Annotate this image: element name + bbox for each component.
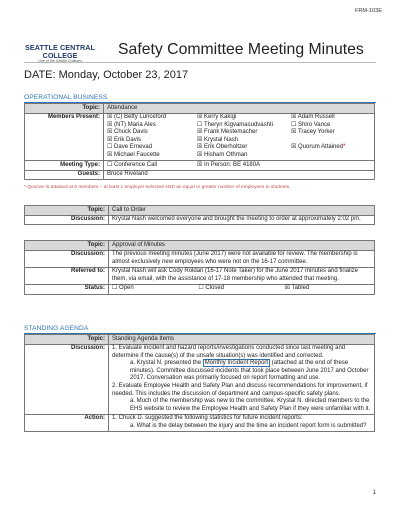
table-row bbox=[25, 161, 375, 171]
table-row bbox=[25, 206, 375, 216]
table-row bbox=[25, 344, 375, 414]
table-row bbox=[25, 250, 375, 267]
member-checkbox[interactable]: ☐ Shiro Vance bbox=[291, 121, 331, 128]
status-closed-checkbox[interactable]: ☐ Closed bbox=[198, 285, 225, 292]
status-options bbox=[109, 284, 375, 294]
member-checkbox[interactable]: ☒ Michael Faucette bbox=[107, 152, 160, 159]
item-1a-suffix: (attached at the end of these minutes). Committee discussed incidents that took place between June 2017 and October 2017. Conversation was primarily focused on report formatting and use. bbox=[130, 360, 369, 382]
topic-label: Topic: bbox=[25, 335, 109, 345]
table-row bbox=[25, 335, 375, 345]
table-row bbox=[25, 284, 375, 294]
action-label: Action: bbox=[25, 414, 109, 431]
table-row bbox=[25, 170, 375, 180]
member-checkbox[interactable]: ☒ (NT) Maria Ales bbox=[107, 121, 156, 128]
table-row bbox=[25, 215, 375, 225]
logo-line-2: COLLEGE bbox=[42, 50, 78, 60]
meeting-type-label: Meeting Type: bbox=[25, 161, 104, 171]
referred-to-text: Krystal Nash will ask Cody Roldan (16-17 Note Taker) for the June 2017 minutes and finalize them, via email, with the assistance of 17-18 membership who attended that meeting. bbox=[109, 267, 375, 284]
attendance-table bbox=[24, 103, 375, 180]
member-checkbox[interactable]: ☒ Frank Mestemacher bbox=[197, 129, 258, 136]
table-row bbox=[25, 241, 375, 251]
conference-call-checkbox[interactable]: ☐ Conference Call bbox=[107, 161, 158, 168]
standing-agenda-table bbox=[24, 334, 375, 432]
member-checkbox[interactable]: ☐ Dave Ernevad bbox=[107, 144, 153, 151]
topic-label: Topic: bbox=[25, 206, 109, 216]
member-checkbox[interactable]: ☒ Adam Russell bbox=[291, 114, 335, 121]
page-number: 1 bbox=[372, 490, 376, 496]
referred-to-label: Referred to: bbox=[25, 267, 109, 284]
status-label: Status: bbox=[25, 284, 109, 294]
topic-value: Standing Agenda Items bbox=[109, 335, 375, 345]
discussion-label: Discussion: bbox=[25, 250, 109, 267]
section-operational-business: OPERATIONAL BUSINESS bbox=[24, 94, 108, 101]
in-person-checkbox[interactable]: ☒ In Person: BE 4180A bbox=[197, 161, 261, 168]
discussion-label: Discussion: bbox=[25, 215, 109, 225]
member-checkbox[interactable]: ☒ Chuck Davis bbox=[107, 129, 148, 136]
title-divider bbox=[24, 62, 376, 63]
guests-value: Bruce Riveland bbox=[104, 170, 375, 180]
topic-value: Attendance bbox=[104, 104, 375, 114]
quorum-checkbox[interactable] bbox=[291, 144, 369, 152]
agenda-item-1a bbox=[112, 360, 371, 383]
topic-value: Call to Order bbox=[109, 206, 375, 216]
members-present-label: Members Present: bbox=[25, 113, 104, 161]
discussion-label: Discussion: bbox=[25, 344, 109, 414]
table-row bbox=[25, 113, 375, 161]
table-row bbox=[25, 104, 375, 114]
form-number: FRM-103E bbox=[354, 8, 382, 14]
members-column-2 bbox=[197, 114, 291, 160]
item-1a-prefix: a. Krystal N. presented the bbox=[130, 360, 203, 367]
member-checkbox[interactable]: ☒ Krystal Nash bbox=[197, 136, 239, 143]
call-to-order-table bbox=[24, 205, 375, 225]
agenda-item-2: 2. Evaluate Employee Health and Safety Plan and discuss recommendations for improvement, if needed. This includes the discussion of department and campus-specific safety plans. bbox=[112, 383, 368, 397]
topic-label: Topic: bbox=[25, 104, 104, 114]
member-checkbox[interactable]: ☒ Hisham Othman bbox=[197, 152, 248, 159]
section-standing-agenda: STANDING AGENDA bbox=[24, 325, 89, 332]
quorum-note: * Quorum is attained at 6 members – at least 1 employer-selected AND an equal or greater number of employees to students. bbox=[24, 185, 291, 190]
discussion-text: Krystal Nash welcomed everyone and brought the meeting to order at approximately 2:02 pm. bbox=[109, 215, 375, 225]
meeting-date: DATE: Monday, October 23, 2017 bbox=[24, 69, 189, 81]
guests-label: Guests: bbox=[25, 170, 104, 180]
member-checkbox[interactable]: ☐ Theryn Kigvamasudvashti bbox=[197, 121, 273, 128]
discussion-text: The previous meeting minutes (June 2017) were not available for review. The membership is almost exclusively new employees who were not on the 16-17 committee. bbox=[109, 250, 375, 267]
member-checkbox[interactable]: ☒ (C) Betty Lunceford bbox=[107, 114, 167, 121]
action-item-1a: a. What is the delay between the injury and the time an incident report form is submitted? bbox=[130, 423, 367, 430]
topic-value: Approval of Minutes bbox=[109, 241, 375, 251]
monthly-incident-report-link[interactable]: Monthly Incident Report bbox=[204, 360, 269, 367]
member-checkbox[interactable]: ☒ Erik Davis bbox=[107, 136, 142, 143]
agenda-item-2a: a. Much of the membership was new to the committee. Krystal N. directed members to the EHS website to review the Employee Health and Safety Plan if they were unfamiliar with it. bbox=[130, 398, 371, 412]
member-checkbox[interactable]: ☒ Kerry Kakigi bbox=[197, 114, 237, 121]
page-title: Safety Committee Meeting Minutes bbox=[118, 41, 364, 58]
approval-table bbox=[24, 240, 375, 295]
discussion-list bbox=[109, 344, 375, 414]
members-list bbox=[104, 113, 375, 161]
logo-line-1: SEATTLE CENTRAL bbox=[24, 43, 96, 52]
members-column-1 bbox=[107, 114, 197, 160]
table-row bbox=[25, 267, 375, 284]
quorum-asterisk: * bbox=[343, 144, 346, 151]
member-checkbox[interactable]: ☒ Tracey Yorker bbox=[291, 129, 335, 136]
members-column-3 bbox=[291, 114, 371, 160]
member-checkbox[interactable]: ☒ Erik Oberholtzer bbox=[197, 144, 248, 151]
meeting-type-options bbox=[104, 161, 375, 171]
action-list bbox=[109, 414, 375, 431]
agenda-item-1: 1. Evaluate incident and hazard reports/investigations conducted since last meeting and determine if the cause(s) of the unsafe situation(s) was identified and corrected. bbox=[112, 345, 346, 359]
table-row bbox=[25, 414, 375, 431]
quorum-label: ☒ Quorum Attained bbox=[291, 144, 344, 151]
status-tabled-checkbox[interactable]: ☒ Tabled bbox=[284, 285, 310, 292]
logo-tagline: One of the Seattle Colleges bbox=[38, 59, 82, 64]
status-open-checkbox[interactable]: ☐ Open bbox=[112, 285, 134, 292]
topic-label: Topic: bbox=[25, 241, 109, 251]
action-item-1: 1. Chuck D. suggested the following statistics for future incident reports: bbox=[112, 415, 303, 422]
